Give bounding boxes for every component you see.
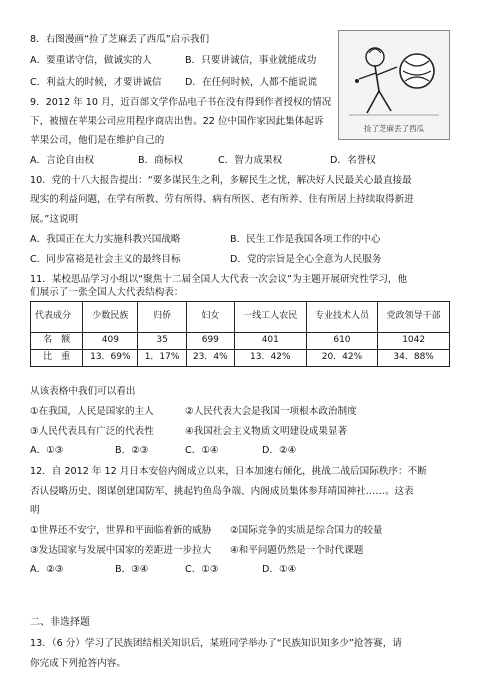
q11-statement-4: ④我国社会主义物质文明建设成果显著 xyxy=(185,426,348,437)
table-cell: 23．4% xyxy=(186,350,234,367)
q9-option-a: A．言论自由权 xyxy=(30,155,95,166)
q12-line1: 12．自 2012 年 12 月日本安倍内阁成立以来，日本加速右倾化，挑战二战后国际秩序：不断 xyxy=(30,466,427,477)
table-header: 党政领导干部 xyxy=(378,302,450,333)
q12-option-d: D．①④ xyxy=(262,564,297,575)
q12-line2: 否认侵略历史、图谋创建国防军、挑起钓鱼岛争端、内阁成员集体参拜靖国神社……。这表 xyxy=(30,486,414,497)
table-cell: 409 xyxy=(83,333,138,350)
q11-line2: 们展示了一张全国人大代表结构表： xyxy=(30,287,184,298)
q11-option-b: B．②③ xyxy=(115,445,149,456)
q9-line2: 下，被擅在苹果公司应用程序商店出售。22 位中国作家因此集体起诉 xyxy=(30,116,324,127)
q11-line1: 11．某校思品学习小组以“聚焦十二届全国人大代表一次会议”为主题开展研究性学习，他 xyxy=(30,274,408,285)
q9-line3: 苹果公司，他们是在维护自己的 xyxy=(30,135,165,146)
q9-line1: 9．2012 年 10 月，近百部文学作品电子书在没有得到作者授权的情况 xyxy=(30,97,332,108)
q13-line1: 13．（6 分）学习了民族团结相关知识后，某班同学举办了“民族知识知多少”抢答赛，请 xyxy=(30,638,402,649)
q10-line3: 展。”这说明 xyxy=(30,214,79,225)
q13-line2: 你完成下列抢答内容。 xyxy=(30,658,126,669)
cartoon-caption: 捡了芝麻丢了西瓜 xyxy=(364,124,424,133)
table-cell: 35 xyxy=(138,333,186,350)
q8-option-b: B．只要讲诚信，事业就能成功 xyxy=(185,55,317,66)
q11-statement-3: ③人民代表具有广泛的代表性 xyxy=(30,426,154,437)
table-cell: 401 xyxy=(234,333,306,350)
q11-statement-2: ②人民代表大会是我国一项根本政治制度 xyxy=(185,406,357,417)
q9-option-c: C．智力成果权 xyxy=(218,155,283,166)
representatives-table xyxy=(30,301,450,367)
q10-option-a: A．我国正在大力实施科教兴国战略 xyxy=(30,234,181,245)
table-header: 妇女 xyxy=(186,302,234,333)
q10-line1: 10．党的十八大报告提出：“要多谋民生之利，多解民生之忧，解决好人民最关心最直接最 xyxy=(30,175,412,186)
table-header: 归侨 xyxy=(138,302,186,333)
q11-option-a: A．①③ xyxy=(30,445,64,456)
table-cell: 699 xyxy=(186,333,234,350)
table-header: 代表成分 xyxy=(31,302,83,333)
cartoon-illustration xyxy=(339,31,449,139)
q10-option-d: D．党的宗旨是全心全意为人民服务 xyxy=(230,254,382,265)
table-cell: 34．88% xyxy=(378,350,450,367)
table-header: 专业技术人员 xyxy=(306,302,378,333)
q12-statement-3: ③发达国家与发展中国家的差距进一步拉大 xyxy=(30,545,212,556)
table-cell: 13．69% xyxy=(83,350,138,367)
q9-option-d: D．名誉权 xyxy=(330,155,376,166)
table-cell: 名 额 xyxy=(31,333,83,350)
q8-option-a: A．要重诺守信，做诚实的人 xyxy=(30,55,152,66)
q10-option-c: C．同步富裕是社会主义的最终目标 xyxy=(30,254,181,265)
q9-option-b: B．商标权 xyxy=(138,155,183,166)
table-row xyxy=(31,333,450,350)
table-cell: 13．42% xyxy=(234,350,306,367)
q11-after-text: 从该表格中我们可以看出 xyxy=(30,386,136,397)
q8-option-c: C．利益大的时候，才要讲诚信 xyxy=(30,77,162,88)
q8-stem: 8．右图漫画“捡了芝麻丢了西瓜”启示我们 xyxy=(30,34,210,45)
table-cell: 610 xyxy=(306,333,378,350)
q10-line2: 现实的利益问题，在学有所教、劳有所得、病有所医、老有所养、住有所居上持续取得新进 xyxy=(30,194,414,205)
q12-statement-4: ④和平问题仍然是一个时代课题 xyxy=(230,545,364,556)
table-cell: 比 重 xyxy=(31,350,83,367)
q11-option-d: D．②④ xyxy=(262,445,297,456)
table-header: 一线工人农民 xyxy=(234,302,306,333)
table-cell: 1042 xyxy=(378,333,450,350)
q11-option-c: C．①④ xyxy=(185,445,219,456)
q12-option-a: A．②③ xyxy=(30,564,64,575)
table-cell: 20．42% xyxy=(306,350,378,367)
table-cell: 1．17% xyxy=(138,350,186,367)
section-title: 二、非选择题 xyxy=(30,617,90,628)
q12-statement-2: ②国际竞争的实质是综合国力的较量 xyxy=(230,525,383,536)
q8-option-d: D．在任何时候，人都不能说谎 xyxy=(185,77,318,88)
q11-statement-1: ①在我国，人民是国家的主人 xyxy=(30,406,154,417)
q10-option-b: B．民生工作是我国各项工作的中心 xyxy=(230,234,381,245)
q12-option-b: B．③④ xyxy=(115,564,149,575)
q12-line3: 明 xyxy=(30,505,40,516)
cartoon-image xyxy=(338,30,450,140)
table-row xyxy=(31,350,450,367)
table-header-row xyxy=(31,302,450,333)
q12-option-c: C．①③ xyxy=(185,564,219,575)
q12-statement-1: ①世界还不安宁，世界和平面临着新的威胁 xyxy=(30,525,212,536)
table-header: 少数民族 xyxy=(83,302,138,333)
